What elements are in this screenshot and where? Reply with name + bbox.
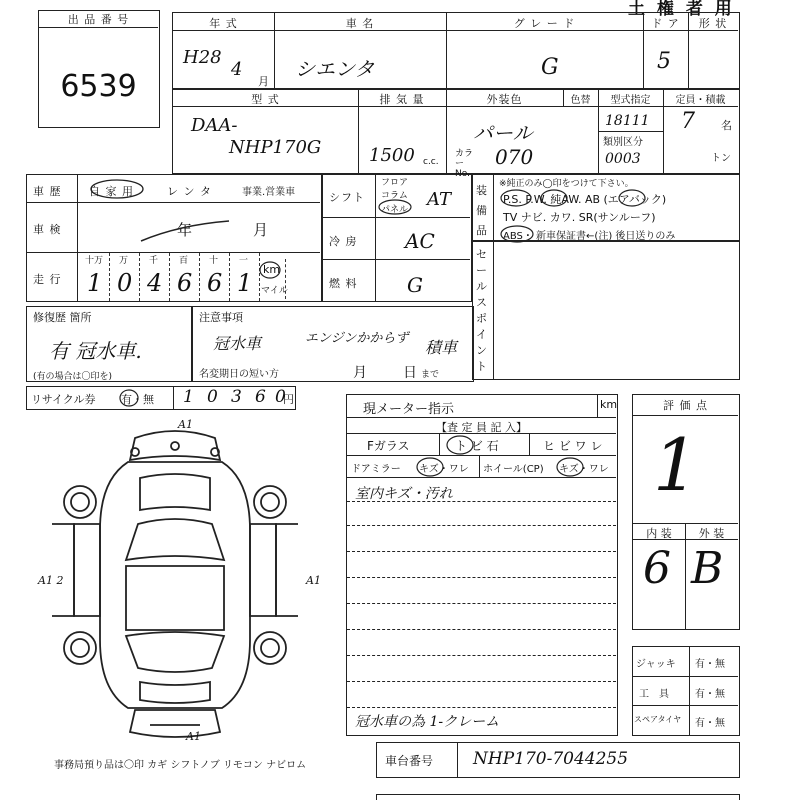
inspection-month-unit: 月 — [253, 221, 269, 239]
color-no-label: カラー No. — [455, 149, 474, 179]
sale-point-label: セールスポイント — [476, 248, 488, 373]
chassis-label: 車台番号 — [385, 754, 434, 768]
door-value: 5 — [657, 49, 671, 74]
recycle-digit-4: 6 — [255, 387, 266, 407]
sale-point-block — [472, 240, 740, 380]
name-label: 車 名 — [345, 17, 375, 30]
model-value-1: DAA- — [191, 115, 238, 136]
notes-block — [192, 306, 474, 382]
mirror-options[interactable]: キズ・ワレ — [419, 464, 469, 475]
wheel-label: ホイール(CP) — [483, 464, 544, 475]
km-label: km — [263, 263, 281, 276]
panel-circle-mark — [377, 199, 413, 215]
mileage-digit-3: 4 — [147, 269, 163, 297]
mileage-digit-2: 0 — [117, 269, 133, 297]
tool-spare-options[interactable]: 有・無 — [695, 718, 725, 729]
tool-jack-label: ジャッキ — [636, 659, 676, 670]
lot-box — [38, 10, 160, 128]
notes-label: 注意事項 — [199, 311, 243, 324]
fuel-value: G — [407, 273, 423, 297]
displacement-label: 排 気 量 — [379, 93, 425, 106]
mirror-circle-mark — [415, 457, 445, 477]
capacity-unit: 名 — [721, 119, 732, 132]
grade-value: 1 — [653, 423, 699, 507]
type-spec-label: 型式指定 — [610, 95, 651, 106]
grade-label: グ レ ー ド — [513, 17, 576, 30]
grade-value: G — [541, 55, 559, 80]
inspection-year-unit: 年 — [177, 221, 193, 239]
shape-label: 形 状 — [698, 17, 728, 30]
km-circle-mark — [259, 261, 281, 279]
notes-line-2: エンジンかからず — [305, 331, 409, 346]
glass-options-2[interactable]: ヒ ビ ワ レ — [543, 439, 603, 453]
car-name-value: シエンタ — [295, 57, 375, 81]
capacity-value: 7 — [681, 109, 695, 134]
mileage-digit-1: 1 — [87, 269, 103, 297]
deadline-month-unit: 月 — [353, 365, 367, 381]
digit-label-10: 十 — [209, 256, 219, 266]
fuel-label: 燃 料 — [329, 277, 358, 290]
ac-label: 冷 房 — [329, 235, 358, 248]
shift-block — [322, 174, 472, 302]
year-label: 年 式 — [209, 17, 238, 30]
color-label: 外装色 — [486, 93, 523, 106]
color-change-label: 色替 — [570, 95, 591, 106]
door-label: ド ア — [651, 17, 680, 30]
equipment-line-2: TV ナビ. カワ. SR(サンルーフ) — [503, 211, 656, 224]
mile-cell — [285, 259, 317, 299]
notes-line-1: 冠水車 — [213, 334, 262, 353]
deadline-day-unit: 日 — [403, 365, 417, 381]
digit-label-1k: 千 — [149, 256, 159, 266]
repair-label: 修復歴 箇所 — [33, 311, 92, 324]
equipment-line-3: ABS・ 新車保証書←(注) 後日送りのみ — [503, 231, 676, 242]
exterior-label: 外 装 — [698, 527, 725, 540]
mile-label: マイル — [261, 286, 288, 296]
second-row — [172, 88, 740, 179]
private-circle-mark — [85, 175, 145, 199]
mileage-digits — [79, 253, 261, 301]
digit-label-1: 一 — [239, 256, 249, 266]
equipment-note: ※純正のみ◯印をつけて下さい。 — [499, 179, 634, 189]
model-value-2: NHP170G — [229, 137, 322, 158]
digit-label-100k: 十万 — [85, 256, 104, 266]
history-block — [26, 174, 322, 302]
sheet-type-label: 土 権 者 用 — [628, 0, 735, 19]
equipment-line-1: P.S. P.W. 純AW. AB (エアバック) — [503, 193, 667, 206]
history-option-business[interactable]: 事業.営業車 — [242, 187, 296, 198]
type-spec-value: 18111 — [605, 113, 650, 129]
tool-tools-options[interactable]: 有・無 — [695, 689, 725, 700]
history-option-private[interactable]: 自 家 用 — [89, 185, 134, 198]
interior-label: 内 装 — [646, 527, 672, 540]
load-unit: トン — [711, 153, 731, 164]
recycle-label: リサイクル券 — [31, 393, 96, 406]
glass-label: Fガラス — [367, 439, 410, 453]
diagram-mark-rear: A1 — [186, 730, 201, 743]
chassis-value: NHP170-7044255 — [473, 749, 629, 769]
history-option-rental[interactable]: レ ン タ — [167, 185, 212, 198]
deadline-label: 名変期日の短い方 — [199, 369, 279, 380]
chassis-box — [376, 742, 740, 778]
wheel-circle-mark — [555, 457, 585, 477]
deadline-until: まで — [421, 370, 440, 380]
class-label: 類別区分 — [603, 137, 643, 148]
shift-value: AT — [427, 189, 452, 210]
wheel-options[interactable]: キズ・ワレ — [559, 464, 609, 475]
remark-1: 室内キズ・汚れ — [355, 486, 453, 502]
repair-value: 有 冠水車. — [49, 339, 142, 363]
color-no-value: 070 — [495, 145, 534, 169]
digit-label-10k: 万 — [119, 256, 129, 266]
meter-label: 現メーター指示 — [363, 402, 455, 417]
office-note: 事務局預り品は〇印 カギ シフトノブ リモコン ナビロム — [54, 760, 307, 771]
mileage-digit-4: 6 — [177, 269, 193, 297]
mileage-digit-5: 6 — [207, 269, 223, 297]
shift-label: シフト — [329, 191, 365, 204]
shift-option-floor[interactable]: フロア — [381, 178, 409, 188]
tool-jack-options[interactable]: 有・無 — [695, 659, 725, 670]
month-value: 4 — [231, 59, 243, 80]
glass-options-1[interactable]: ト ビ 石 — [455, 439, 499, 453]
color-value: パール — [473, 121, 533, 145]
pw-circle-mark — [539, 189, 569, 207]
repair-block — [26, 306, 192, 382]
mileage-digit-6: 1 — [237, 269, 253, 297]
recycle-digit-5: 0 — [275, 387, 286, 407]
inspection-label: 車 検 — [33, 223, 62, 236]
digit-label-100: 百 — [179, 256, 189, 266]
equipment-block — [472, 174, 740, 242]
interior-value: 6 — [643, 543, 671, 594]
recycle-options[interactable]: 有・無 — [121, 393, 154, 406]
top-row — [172, 12, 740, 90]
shift-option-panel[interactable]: パネル — [381, 205, 409, 215]
ac-value: AC — [405, 229, 435, 253]
exterior-value: B — [691, 543, 724, 594]
year-value: H28 — [183, 47, 222, 68]
recycle-block — [26, 386, 296, 410]
recycle-circle-mark — [119, 389, 139, 407]
tobi-circle-mark — [445, 435, 475, 455]
notes-line-3: 積車 — [425, 338, 458, 357]
tools-box — [632, 646, 740, 736]
inspection-panel — [346, 394, 618, 736]
remark-10: 冠水車の為 1-クレーム — [355, 714, 500, 730]
diagram-mark-left: A1 2 — [38, 574, 64, 587]
month-unit: 月 — [258, 75, 269, 88]
tool-spare-label: スペアタイヤ — [634, 715, 682, 724]
lot-label: 出 品 番 号 — [39, 11, 158, 28]
class-value: 0003 — [605, 151, 641, 167]
inspection-strike-mark — [139, 217, 259, 247]
equipment-label: 装備品 — [476, 184, 488, 237]
car-damage-diagram — [40, 420, 310, 750]
recycle-digit-3: 3 — [231, 387, 242, 407]
history-label: 車 歴 — [33, 185, 62, 198]
inspection-title: 【査 定 員 記 入】 — [436, 421, 527, 434]
grade-box — [632, 394, 740, 630]
remarks-lines — [347, 479, 616, 735]
ps-circle-mark — [500, 189, 534, 207]
repair-note: (有の場合は〇印を) — [33, 372, 113, 382]
bottom-box — [376, 794, 740, 800]
diagram-mark-front: A1 — [178, 418, 193, 431]
grade-label: 評 価 点 — [663, 399, 708, 412]
model-label: 型 式 — [251, 93, 280, 106]
displacement-value: 1500 — [369, 145, 415, 166]
displacement-unit: c.c. — [423, 157, 439, 167]
diagram-mark-right: A1 — [306, 574, 321, 587]
shift-option-column[interactable]: コラム — [381, 191, 408, 201]
mirror-label: ドアミラー — [351, 464, 401, 475]
recycle-digit-1: 1 — [183, 387, 194, 407]
capacity-label: 定員・積載 — [675, 95, 726, 106]
mileage-label: 走 行 — [33, 273, 62, 286]
tool-tools-label: 工 具 — [639, 689, 669, 700]
ab-circle-mark — [617, 189, 647, 207]
recycle-unit: 円 — [283, 393, 294, 406]
lot-number: 6539 — [60, 69, 137, 104]
recycle-digit-2: 0 — [207, 387, 218, 407]
meter-unit: km — [600, 398, 618, 411]
